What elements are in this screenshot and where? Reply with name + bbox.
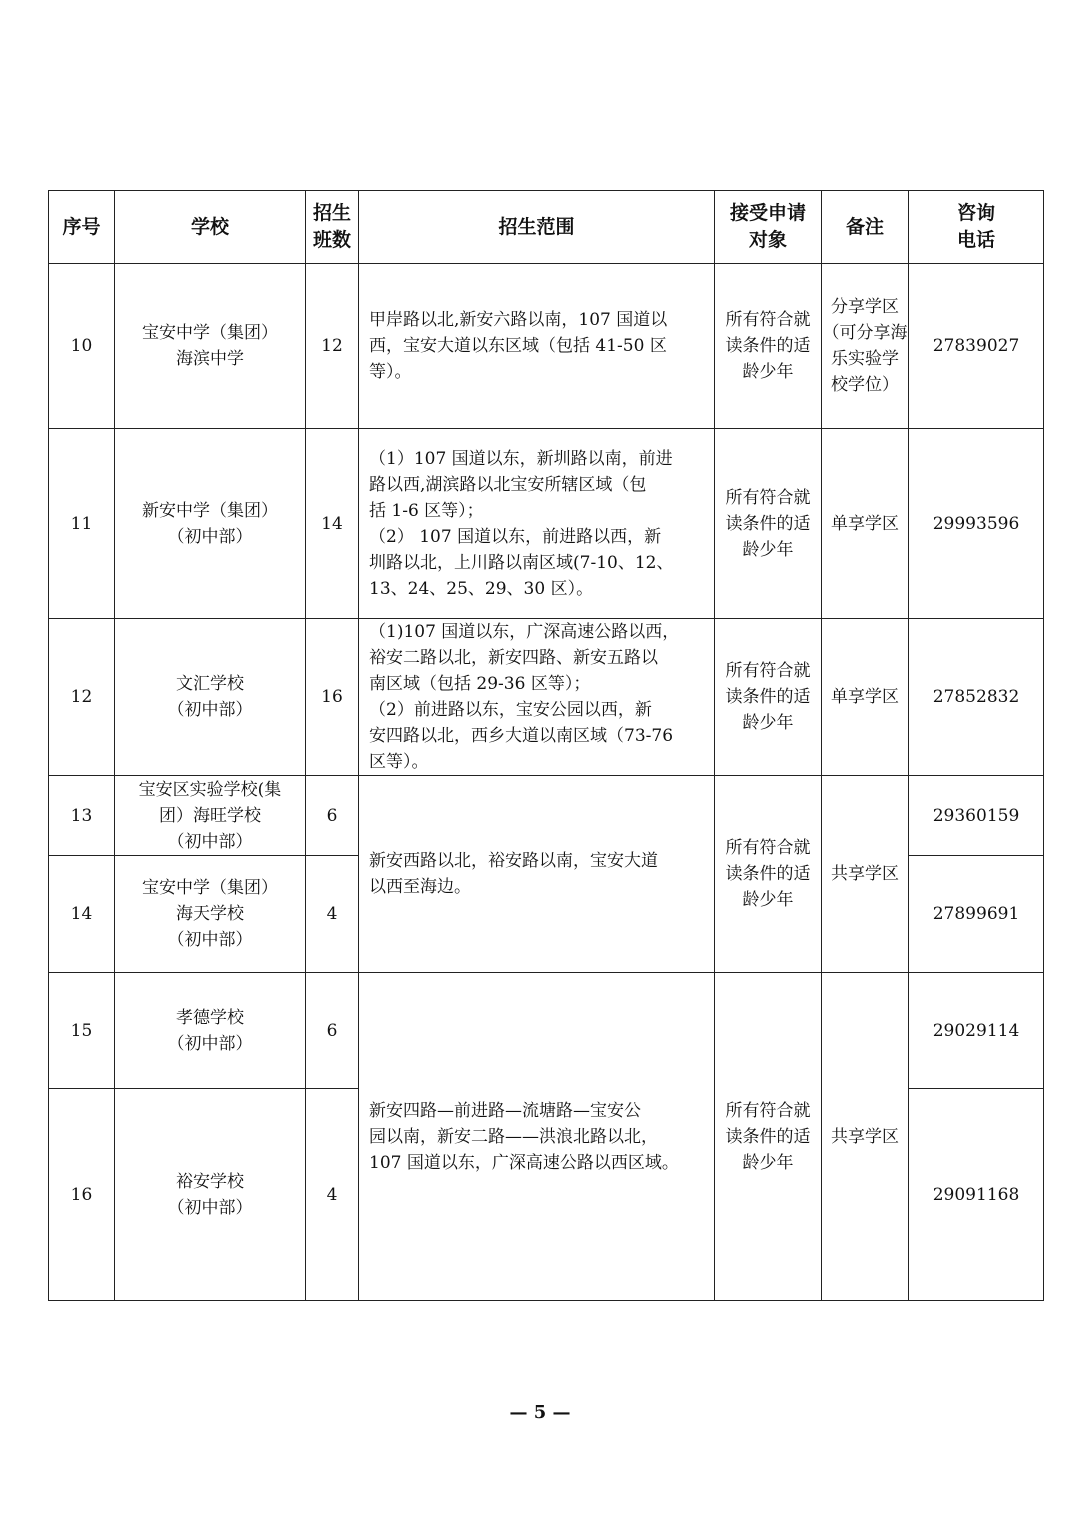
phone-cell: 27839027	[909, 264, 1044, 429]
header-row	[49, 191, 1044, 264]
header-school: 学校	[115, 191, 306, 264]
school-cell: 孝德学校 （初中部）	[115, 973, 306, 1089]
table-row	[49, 429, 1044, 619]
note-cell: 共享学区	[822, 973, 909, 1301]
school-cell: 宝安区实验学校(集 团）海旺学校 （初中部）	[115, 776, 306, 856]
note-cell: 单享学区	[822, 429, 909, 619]
classes-cell: 14	[306, 429, 359, 619]
target-cell: 所有符合就 读条件的适 龄少年	[715, 429, 822, 619]
phone-cell: 27899691	[909, 856, 1044, 973]
header-note: 备注	[822, 191, 909, 264]
classes-cell: 4	[306, 856, 359, 973]
header-target: 接受申请 对象	[715, 191, 822, 264]
seq-cell: 15	[49, 973, 115, 1089]
table-row	[49, 264, 1044, 429]
classes-cell: 16	[306, 619, 359, 776]
seq-cell: 11	[49, 429, 115, 619]
range-cell: （1)107 国道以东，广深高速公路以西， 裕安二路以北，新安四路、新安五路以 南区域（包括 29-36 区等）； （2）前进路以东，宝安公园以西，新 安四路以北，西乡大道以南区域（73-76 区等）。	[359, 619, 715, 776]
note-cell: 分享学区 （可分享海 乐实验学 校学位）	[822, 264, 909, 429]
header-range: 招生范围	[359, 191, 715, 264]
seq-cell: 12	[49, 619, 115, 776]
range-cell: 新安四路—前进路—流塘路—宝安公 园以南，新安二路——洪浪北路以北， 107 国道以东，广深高速公路以西区域。	[359, 973, 715, 1301]
table-row	[49, 776, 1044, 856]
target-cell: 所有符合就 读条件的适 龄少年	[715, 619, 822, 776]
school-cell: 宝安中学（集团） 海天学校 （初中部）	[115, 856, 306, 973]
phone-cell: 27852832	[909, 619, 1044, 776]
seq-cell: 13	[49, 776, 115, 856]
note-cell: 单享学区	[822, 619, 909, 776]
school-cell: 裕安学校 （初中部）	[115, 1089, 306, 1301]
range-cell: 甲岸路以北,新安六路以南，107 国道以 西，宝安大道以东区域（包括 41-50 区 等）。	[359, 264, 715, 429]
target-cell: 所有符合就 读条件的适 龄少年	[715, 776, 822, 973]
header-classes: 招生 班数	[306, 191, 359, 264]
classes-cell: 6	[306, 973, 359, 1089]
seq-cell: 16	[49, 1089, 115, 1301]
school-cell: 文汇学校 （初中部）	[115, 619, 306, 776]
phone-cell: 29360159	[909, 776, 1044, 856]
classes-cell: 6	[306, 776, 359, 856]
target-cell: 所有符合就 读条件的适 龄少年	[715, 264, 822, 429]
phone-cell: 29091168	[909, 1089, 1044, 1301]
target-cell: 所有符合就 读条件的适 龄少年	[715, 973, 822, 1301]
header-phone: 咨询 电话	[909, 191, 1044, 264]
phone-cell: 29029114	[909, 973, 1044, 1089]
seq-cell: 14	[49, 856, 115, 973]
school-cell: 宝安中学（集团） 海滨中学	[115, 264, 306, 429]
classes-cell: 12	[306, 264, 359, 429]
table-row	[49, 973, 1044, 1089]
note-cell: 共享学区	[822, 776, 909, 973]
range-cell: （1）107 国道以东，新圳路以南，前进 路以西,湖滨路以北宝安所辖区域（包 括 1-6 区等）； （2） 107 国道以东，前进路以西，新 圳路以北，上川路以南区域(7-10、12、 13、24、25、29、30 区）。	[359, 429, 715, 619]
enrollment-table	[48, 190, 1044, 1301]
school-cell: 新安中学（集团） （初中部）	[115, 429, 306, 619]
page-number: — 5 —	[509, 1402, 571, 1423]
range-cell: 新安西路以北，裕安路以南，宝安大道 以西至海边。	[359, 776, 715, 973]
header-seq: 序号	[49, 191, 115, 264]
seq-cell: 10	[49, 264, 115, 429]
phone-cell: 29993596	[909, 429, 1044, 619]
classes-cell: 4	[306, 1089, 359, 1301]
table-row	[49, 619, 1044, 776]
